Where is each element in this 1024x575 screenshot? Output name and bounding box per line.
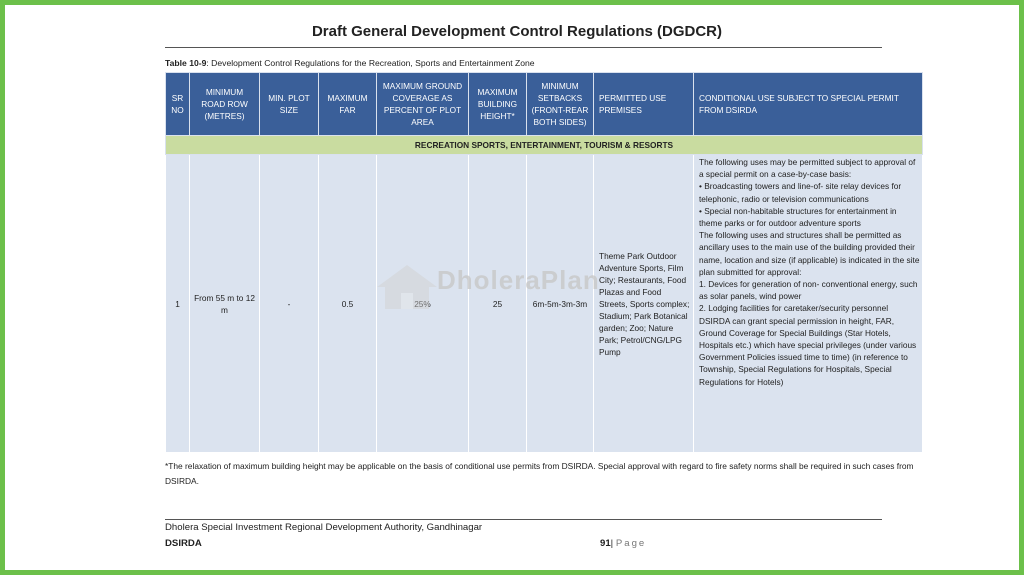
header-conditional-use: CONDITIONAL USE SUBJECT TO SPECIAL PERMIT FROM DSIRDA (694, 73, 923, 136)
page-number-value: 91 (600, 538, 611, 549)
footnote: *The relaxation of maximum building height may be applicable on the basis of conditional use permits from DSIRDA. Special approval with regard to fire safety norms shall be required in such cases from DSIRDA. (165, 461, 914, 486)
zone-row (166, 136, 923, 155)
table-caption-text: : Development Control Regulations for the Recreation, Sports and Entertainment Zone (206, 58, 535, 68)
cell-plot-size: - (260, 155, 319, 453)
cell-height: 25 (469, 155, 527, 453)
table-caption (165, 58, 535, 68)
ancillary-intro: The following uses and structures shall be permitted as ancillary uses to the main use of the building provided their name, location and size (if applicable) is indicated in the site plan submitted for approval: (699, 230, 920, 277)
ancillary-item-lodging: 2. Lodging facilities for caretaker/security personnel (699, 303, 889, 314)
page-number (600, 538, 646, 549)
conditional-bullet-broadcasting: • Broadcasting towers and line-of- site relay devices for telephonic, radio or television communications (699, 181, 902, 204)
footer-organization: Dholera Special Investment Regional Development Authority, Gandhinagar (165, 522, 483, 533)
conditional-bullet-structures: • Special non-habitable structures for entertainment in theme parks or for outdoor adventure sports (699, 205, 897, 229)
header-road-row: MINIMUM ROAD ROW (METRES) (190, 73, 260, 136)
header-height: MAXIMUM BUILDING HEIGHT* (469, 73, 527, 136)
zone-label: RECREATION SPORTS, ENTERTAINMENT, TOURISM & RESORTS (166, 136, 923, 155)
cell-permitted-use: Theme Park Outdoor Adventure Sports, Film City; Restaurants, Food Plazas and Food Streets, Sports complex; Stadium; Park Botanical garden; Zoo; Nature Park; Petrol/CNG/LPG Pump (594, 155, 694, 453)
regulations-table (165, 72, 923, 453)
header-far: MAXIMUM FAR (319, 73, 377, 136)
watermark-text: DholeraPlan (437, 265, 600, 295)
conditional-intro: The following uses may be permitted subject to approval of a special permit on a case-by-case basis: (699, 157, 916, 180)
cell-sr-no: 1 (166, 155, 190, 453)
document-title: Draft General Development Control Regulations (DGDCR) (311, 23, 723, 40)
header-plot-size: MIN. PLOT SIZE (260, 73, 319, 136)
cell-far: 0.5 (319, 155, 377, 453)
footer-short-name: DSIRDA (165, 538, 202, 549)
footer-divider (165, 519, 882, 520)
cell-conditional-use (694, 155, 923, 453)
page-label: Page (615, 538, 647, 549)
table-header-row (166, 73, 923, 136)
header-permitted-use: PERMITTED USE PREMISES (594, 73, 694, 136)
title-divider (165, 47, 882, 48)
cell-coverage: 25% (377, 155, 469, 453)
cell-setbacks: 6m-5m-3m-3m (527, 155, 594, 453)
page-separator: | (610, 538, 614, 549)
special-permission-text: DSIRDA can grant special permission in height, FAR, Ground Coverage for Special Buildings (Star Hotels, Hospitals etc.) which have special privileges (under various Government Policies issued time to time) (in reference to Township, Special Regulations for Hospitals, Special Regulations for Hotels) (699, 315, 917, 387)
table-caption-label: Table 10-9 (165, 58, 207, 68)
table-row (166, 155, 923, 453)
cell-road-row: From 55 m to 12 m (190, 155, 260, 453)
header-setbacks: MINIMUM SETBACKS (FRONT-REAR BOTH SIDES) (527, 73, 594, 136)
ancillary-item-energy: 1. Devices for generation of non- conventional energy, such as solar panels, wind power (699, 279, 918, 302)
header-sr-no: SR NO (166, 73, 190, 136)
header-coverage: MAXIMUM GROUND COVERAGE AS PERCENT OF PLOT AREA (377, 73, 469, 136)
